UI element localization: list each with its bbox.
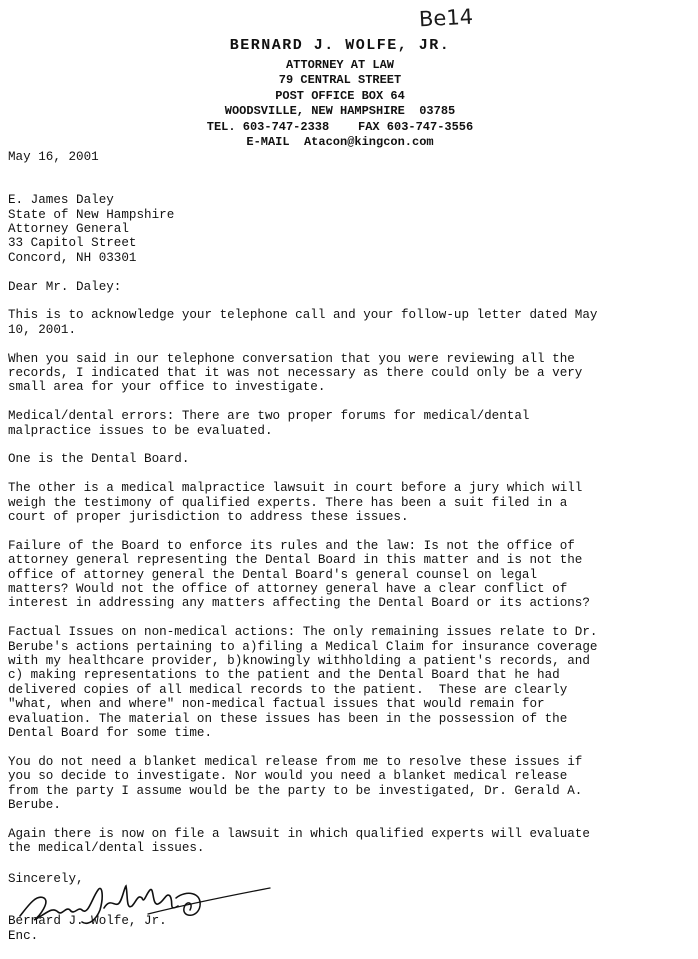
paragraph-line: delivered copies of all medical records to the patient. These are clearly: [8, 682, 568, 697]
paragraph: [8, 452, 693, 466]
recipient-block: [8, 193, 693, 265]
paragraph: [8, 827, 693, 856]
paragraph: [8, 755, 693, 813]
paragraph-line: You do not need a blanket medical release from me to resolve these issues if: [8, 754, 583, 769]
closing: Sincerely,: [8, 872, 84, 886]
paragraph-line: office of attorney general the Dental Board's general counsel on legal: [8, 567, 538, 582]
paragraph-line: malpractice issues to be evaluated.: [8, 423, 273, 438]
paragraph-line: c) making representations to the patient and the Dental Board that he had: [8, 668, 560, 683]
handwritten-annotation: Be14: [418, 4, 474, 32]
paragraph-line: Factual Issues on non-medical actions: The only remaining issues relate to Dr.: [8, 625, 598, 640]
letterhead-line: TEL. 603-747-2338 FAX 603-747-3556: [206, 119, 474, 134]
handwritten-signature: [18, 876, 278, 934]
paragraph: [8, 539, 693, 611]
paragraph-line: weigh the testimony of qualified experts. There has been a suit filed in a: [8, 495, 568, 510]
paragraph-line: One is the Dental Board.: [8, 452, 190, 467]
paragraph-line: This is to acknowledge your telephone call and your follow-up letter dated May: [8, 308, 598, 323]
salutation: Dear Mr. Daley:: [8, 279, 122, 294]
paragraph: [8, 409, 693, 438]
paragraph-line: from the party I assume would be the party to be investigated, Dr. Gerald A.: [8, 783, 583, 798]
paragraph: [8, 625, 693, 740]
paragraph-line: court of proper jurisdiction to address these issues.: [8, 510, 409, 525]
letterhead-line: WOODSVILLE, NEW HAMPSHIRE 03785: [224, 104, 456, 118]
paragraph-line: matters? Would not the office of attorney general have a clear conflict of: [8, 582, 568, 597]
paragraph: [8, 308, 693, 337]
paragraph: [8, 352, 693, 395]
paragraph-line: When you said in our telephone conversation that you were reviewing all the: [8, 351, 575, 366]
paragraph-line: small area for your office to investigate.: [8, 380, 326, 395]
letter-date: May 16, 2001: [8, 150, 99, 164]
paragraph-line: with my healthcare provider, b)knowingly withholding a patient's records, and: [8, 654, 590, 669]
paragraph-line: Medical/dental errors: There are two proper forums for medical/dental: [8, 409, 530, 424]
paragraph-line: interest in addressing any matters affecting the Dental Board or its actions?: [8, 596, 590, 611]
paragraph-line: Failure of the Board to enforce its rules and the law: Is not the office of: [8, 538, 575, 553]
paragraph-line: Berube's actions pertaining to a)filing a Medical Claim for insurance coverage: [8, 639, 598, 654]
letterhead-line: 79 CENTRAL STREET: [278, 73, 402, 87]
recipient-line: 33 Capitol Street: [8, 236, 137, 251]
paragraph-line: Dental Board for some time.: [8, 726, 213, 741]
letterhead-line: ATTORNEY AT LAW: [285, 57, 395, 72]
letterhead-line: POST OFFICE BOX 64: [275, 88, 405, 103]
enclosure-note: Enc.: [8, 928, 39, 943]
paragraph-line: attorney general representing the Dental Board in this matter and is not the: [8, 553, 583, 568]
letterhead: [140, 38, 540, 151]
signer-name: Bernard J. Wolfe, Jr.: [8, 914, 167, 929]
letterhead-line: E-MAIL Atacon@kingcon.com: [246, 135, 434, 149]
recipient-line: E. James Daley: [8, 193, 114, 208]
recipient-line: Concord, NH 03301: [8, 250, 137, 265]
paragraph-line: Berube.: [8, 798, 61, 813]
paragraph-line: Again there is now on file a lawsuit in which qualified experts will evaluate: [8, 826, 590, 841]
paragraph-line: "what, when and where" non-medical factual issues that would remain for: [8, 697, 545, 712]
letter-body: [8, 150, 693, 856]
paragraph-line: the medical/dental issues.: [8, 841, 205, 856]
paragraph-line: The other is a medical malpractice lawsuit in court before a jury which will: [8, 481, 583, 496]
attorney-name: BERNARD J. WOLFE, JR.: [229, 37, 451, 54]
paragraph: [8, 481, 693, 524]
paragraph-line: evaluation. The material on these issues has been in the possession of the: [8, 711, 568, 726]
recipient-line: State of New Hampshire: [8, 207, 175, 222]
recipient-line: Attorney General: [8, 222, 129, 236]
paragraph-line: 10, 2001.: [8, 322, 77, 337]
paragraph-line: you so decide to investigate. Nor would you need a blanket medical release: [8, 769, 568, 784]
paragraph-line: records, I indicated that it was not necessary as there could only be a very: [8, 366, 583, 381]
